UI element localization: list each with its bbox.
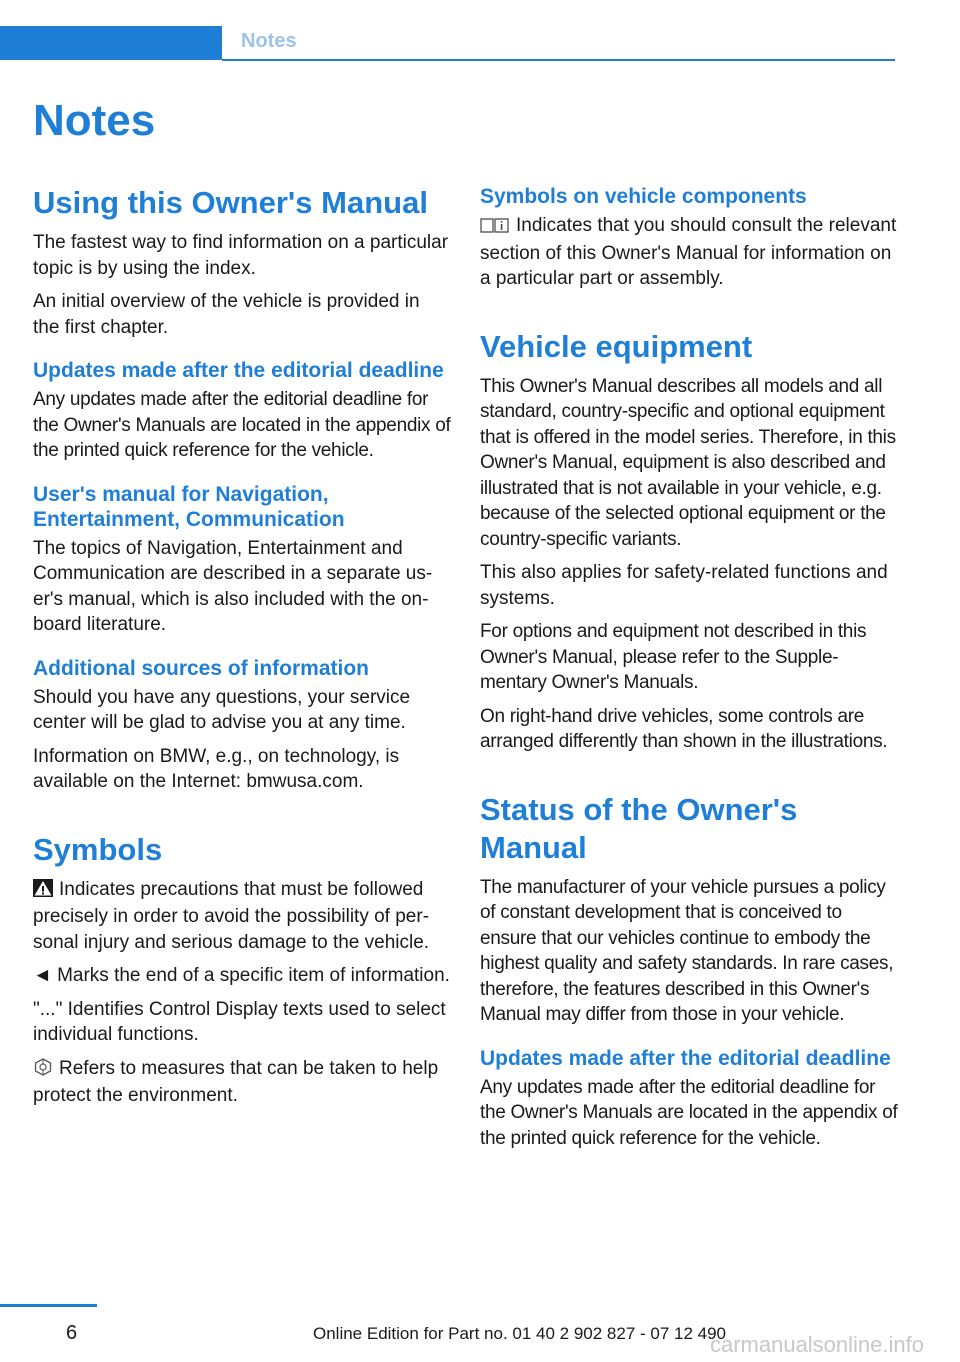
manual-status-p1: The manufacturer of your vehicle pursues a policy of constant development that is conceived to ensure that our vehicles continue to embody the highest quality and safety standards. In rare cases, therefore, the features described in this Owner's Manual may differ from those in your vehicle. [480,876,894,1025]
symbols-quote-item: "..." Identifies Control Display texts used to select individual functions. [33,998,446,1045]
updates-heading: Updates made after the editorial deadline [33,359,444,382]
components-heading: Symbols on vehicle components [480,185,807,208]
components-text: Indicates that you should consult the relevant section of this Owner's Manual for information on a particular part or assembly. [480,215,897,289]
using-manual-heading: Using this Owner's Manual [33,185,428,220]
vehicle-equipment-p4: On right-hand drive vehicles, some controls are arranged differently than shown in the illustrations. [480,705,888,752]
right-column [480,184,898,1159]
warning-icon [33,879,53,905]
updates-p1: Any updates made after the editorial deadline for the Owner's Manuals are located in the appendix of the printed quick reference for the vehicle. [33,389,451,461]
symbols-end-item: ◄ Marks the end of a specific item of information. [33,965,450,986]
additional-sources-p2: Information on BMW, e.g., on technology, is available on the Internet: bmwusa.com. [33,745,400,792]
symbols-environment-item [33,1056,451,1109]
manual-status-heading: Status of the Owner's Manual [480,791,798,865]
using-manual-p2: An initial overview of the vehicle is provided in the first chapter. [33,291,420,338]
symbols-warning-text: Indicates precautions that must be followed precisely in order to avoid the possibility of personal injury and serious damage to the vehicle. [33,878,430,953]
symbols-environment-text: Refers to measures that can be taken to help protect the environment. [33,1057,439,1106]
symbols-warning-item [33,877,451,956]
updates-heading-2: Updates made after the editorial deadline [480,1046,891,1070]
navigation-manual-p1: The topics of Navigation, Entertainment and Communication are described in a separate user's manual, which is also included with the on-board literature. [33,537,433,635]
watermark: carmanualsonline.info [709,1332,924,1357]
header-rule [222,59,895,61]
vehicle-equipment-heading: Vehicle equipment [480,328,753,364]
using-manual-p1: The fastest way to find information on a particular topic is by using the index. [33,232,449,279]
header-accent-bar [0,26,222,60]
additional-sources-p1: Should you have any questions, your service center will be glad to advise you at any time. [33,686,411,733]
running-header-title: Notes [241,30,297,52]
page-title: Notes [33,96,156,145]
left-column [33,184,451,1117]
updates-2-p1: Any updates made after the editorial deadline for the Owner's Manuals are located in the appendix of the printed quick reference for the vehicle. [480,1076,898,1149]
vehicle-equipment-p2: This also applies for safety-related functions and systems. [480,562,888,609]
page-number: 6 [66,1322,78,1344]
footer-rule [0,1304,97,1307]
vehicle-equipment-p1: This Owner's Manual describes all models and all standard, country-specific and optional equipment that is offered in the model series. Therefore, in this Owner's Manual, equipment is also described and illustrated that is not available in your vehicle, e.g. because of the selected optional equipment or the country-specific variants. [480,375,896,550]
vehicle-equipment-p3: For options and equipment not described in this Owner's Manual, please refer to the Supplementary Owner's Manuals. [480,621,867,693]
environment-icon [33,1058,53,1084]
edition-info: Online Edition for Part no. 01 40 2 902 827 - 07 12 490 [313,1324,727,1343]
components-item [480,213,898,292]
additional-sources-heading: Additional sources of information [33,656,370,680]
manual-book-icon [480,215,510,241]
symbols-heading: Symbols [33,831,163,867]
navigation-manual-heading: User's manual for Navigation, Entertainment, Communication [33,482,345,531]
